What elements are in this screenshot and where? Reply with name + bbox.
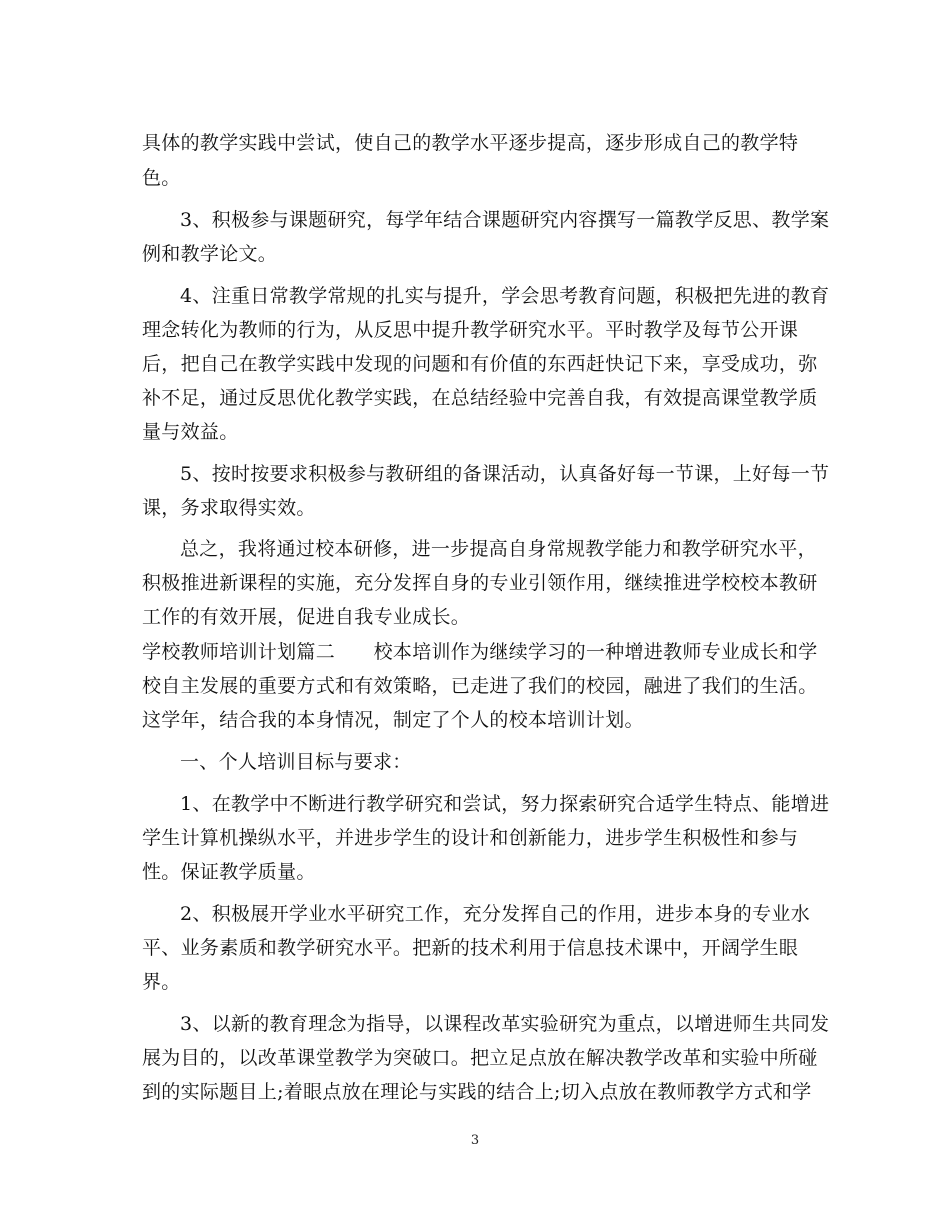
page-number: 3 bbox=[470, 1133, 480, 1148]
text-line: 1、在教学中不断进行教学研究和尝试，努力探索研究合适学生特点、能增进 bbox=[180, 793, 830, 815]
text-line: 5、按时按要求积极参与教研组的备课活动，认真备好每一节课，上好每一节 bbox=[180, 463, 830, 485]
text-line: 这学年，结合我的本身情况，制定了个人的校本培训计划。 bbox=[142, 709, 644, 731]
subheading-line: 一、个人培训目标与要求： bbox=[180, 751, 412, 773]
text-line: 色。 bbox=[142, 167, 181, 189]
text-line: 4、注重日常教学常规的扎实与提升，学会思考教育问题，积极把先进的教育 bbox=[180, 285, 830, 307]
text-line: 2、积极展开学业水平研究工作，充分发挥自己的作用，进步本身的专业水 bbox=[180, 903, 810, 925]
text-line: 学生计算机操纵水平，并进步学生的设计和创新能力，进步学生积极性和参与 bbox=[142, 827, 799, 849]
text-line: 课，务求取得实效。 bbox=[142, 497, 316, 519]
text-line: 具体的教学实践中尝试，使自己的教学水平逐步提高，逐步形成自己的教学特 bbox=[142, 132, 799, 154]
text-line: 到的实际题目上;着眼点放在理论与实践的结合上;切入点放在教师教学方式和学 bbox=[142, 1081, 812, 1103]
text-line: 3、以新的教育理念为指导，以课程改革实验研究为重点，以增进师生共同发 bbox=[180, 1013, 830, 1035]
text-line: 校自主发展的重要方式和有效策略，已走进了我们的校园，融进了我们的生活。 bbox=[142, 675, 818, 697]
text-line: 性。保证教学质量。 bbox=[142, 861, 316, 883]
text-line: 总之，我将通过校本研修，进一步提高自身常规教学能力和教学研究水平， bbox=[180, 538, 817, 560]
section-heading-line: 学校教师培训计划篇二 校本培训作为继续学习的一种增进教师专业成长和学 bbox=[142, 641, 818, 663]
text-line: 平、业务素质和教学研究水平。把新的技术利用于信息技术课中，开阔学生眼 bbox=[142, 937, 799, 959]
text-line: 理念转化为教师的行为，从反思中提升教学研究水平。平时教学及每节公开课 bbox=[142, 319, 799, 341]
text-line: 补不足，通过反思优化教学实践，在总结经验中完善自我，有效提高课堂教学质 bbox=[142, 387, 818, 409]
text-line: 积极推进新课程的实施，充分发挥自身的专业引领作用，继续推进学校校本教研 bbox=[142, 572, 818, 594]
text-line: 工作的有效开展，促进自我专业成长。 bbox=[142, 606, 471, 628]
text-line: 界。 bbox=[142, 971, 181, 993]
text-line: 展为目的，以改革课堂教学为突破口。把立足点放在解决教学改革和实验中所碰 bbox=[142, 1047, 818, 1069]
text-line: 3、积极参与课题研究，每学年结合课题研究内容撰写一篇教学反思、教学案 bbox=[180, 209, 830, 231]
text-line: 例和教学论文。 bbox=[142, 243, 278, 265]
text-line: 后，把自己在教学实践中发现的问题和有价值的东西赶快记下来，享受成功，弥 bbox=[142, 353, 818, 375]
text-line: 量与效益。 bbox=[142, 421, 239, 443]
